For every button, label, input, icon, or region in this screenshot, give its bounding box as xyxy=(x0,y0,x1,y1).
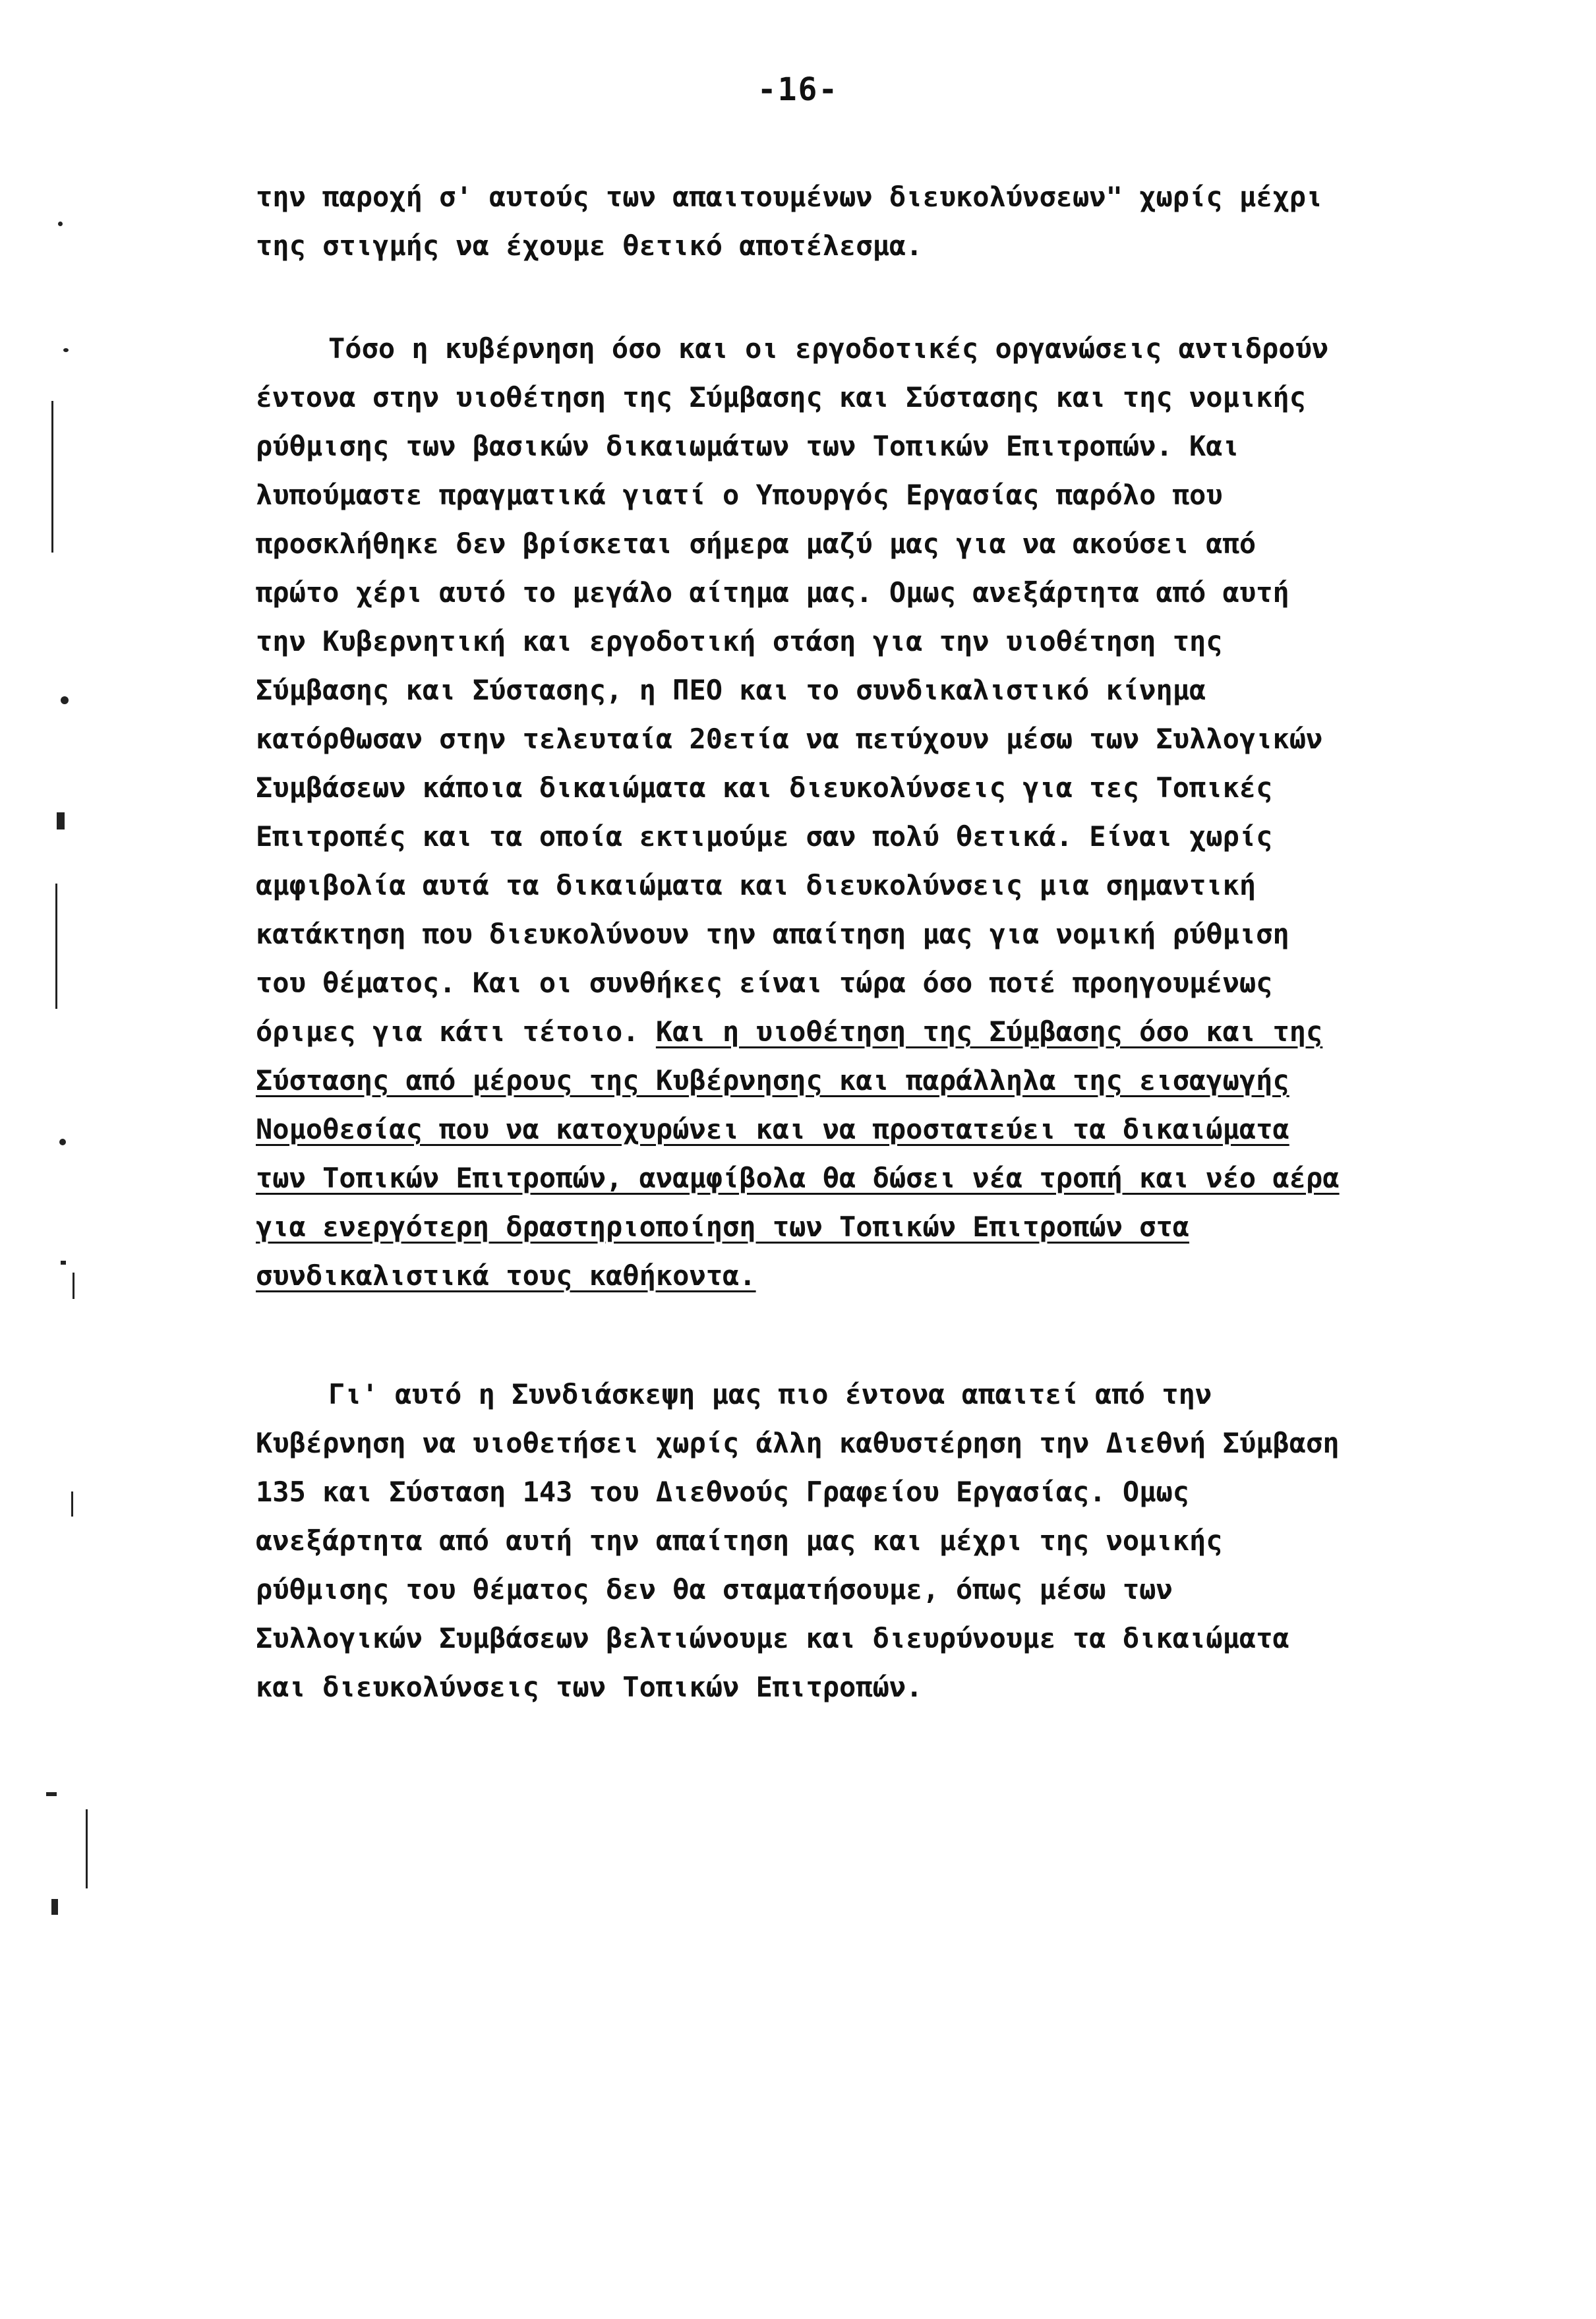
scan-artifact xyxy=(71,1491,73,1517)
text-line: έντονα στην υιοθέτηση της Σύμβασης και Σύστασης και της νομικής xyxy=(256,381,1307,413)
text-line: προσκλήθηκε δεν βρίσκεται σήμερα μαζύ μας για να ακούσει από xyxy=(256,527,1256,560)
page-number: -16- xyxy=(757,71,839,108)
text-line xyxy=(256,1154,1344,1203)
text-line: της στιγμής να έχουμε θετικό αποτέλεσμα. xyxy=(256,229,923,262)
underlined-text: των Τοπικών Επιτροπών, αναμφίβολα θα δώσει νέα τροπή και νέο αέρα xyxy=(256,1162,1340,1194)
text-line: ρύθμισης του θέματος δεν θα σταματήσουμε, όπως μέσω των xyxy=(256,1573,1173,1606)
text-line: Σύμβασης και Σύστασης, η ΠΕΟ και το συνδικαλιστικό κίνημα xyxy=(256,674,1206,706)
scan-artifact xyxy=(57,812,65,829)
underlined-text: Σύστασης από μέρους της Κυβέρνησης και παράλληλα της εισαγωγής xyxy=(256,1064,1289,1097)
scan-artifact xyxy=(61,696,69,704)
text-line: 135 και Σύσταση 143 του Διεθνούς Γραφείου Εργασίας. Ομως xyxy=(256,1476,1190,1508)
text-line: λυπούμαστε πραγματικά γιατί ο Υπουργός Εργασίας παρόλο που xyxy=(256,479,1223,511)
text-line xyxy=(256,1056,1344,1105)
text-line xyxy=(256,1008,1344,1056)
scan-artifact xyxy=(86,1809,88,1888)
text-line: πρώτο χέρι αυτό το μεγάλο αίτημα μας. Ομως ανεξάρτητα από αυτή xyxy=(256,576,1289,609)
text-line: κατάκτηση που διευκολύνουν την απαίτηση μας για νομική ρύθμιση xyxy=(256,918,1289,950)
scan-artifact xyxy=(51,1899,58,1915)
text-line: Επιτροπές και τα οποία εκτιμούμε σαν πολύ θετικά. Είναι χωρίς xyxy=(256,820,1273,853)
scan-artifact xyxy=(46,1792,57,1796)
text-line: και διευκολύνσεις των Τοπικών Επιτροπών. xyxy=(256,1671,923,1703)
text-line: του θέματος. Και οι συνθήκες είναι τώρα όσο ποτέ προηγουμένως xyxy=(256,967,1273,999)
text-line: Συμβάσεων κάποια δικαιώματα και διευκολύνσεις για τες Τοπικές xyxy=(256,771,1273,804)
text-segment: όριμες για κάτι τέτοιο. xyxy=(256,1015,656,1048)
text-line xyxy=(256,1105,1344,1154)
text-line xyxy=(256,1251,1344,1300)
underlined-text: Και η υιοθέτηση της Σύμβασης όσο και της xyxy=(655,1015,1323,1048)
underlined-text: συνδικαλιστικά τους καθήκοντα. xyxy=(256,1259,756,1292)
scan-artifact xyxy=(58,222,63,226)
paragraph-3 xyxy=(256,1370,1344,1712)
text-line: κατόρθωσαν στην τελευταία 20ετία να πετύχουν μέσω των Συλλογικών xyxy=(256,723,1323,755)
underlined-text: για ενεργότερη δραστηριοποίηση των Τοπικών Επιτροπών στα xyxy=(256,1211,1190,1243)
scan-artifact xyxy=(59,1139,66,1145)
text-line: Γι' αυτό η Συνδιάσκεψη μας πιο έντονα απαιτεί από την xyxy=(328,1378,1212,1410)
text-line: την παροχή σ' αυτούς των απαιτουμένων διευκολύνσεων" χωρίς μέχρι xyxy=(256,181,1323,213)
text-line: την Κυβερνητική και εργοδοτική στάση για την υιοθέτηση της xyxy=(256,625,1223,657)
paragraph-2 xyxy=(256,324,1344,1300)
scan-artifact xyxy=(55,884,57,1009)
text-line: Τόσο η κυβέρνηση όσο και οι εργοδοτικές οργανώσεις αντιδρούν xyxy=(328,332,1329,365)
text-line: Συλλογικών Συμβάσεων βελτιώνουμε και διευρύνουμε τα δικαιώματα xyxy=(256,1622,1289,1654)
text-line xyxy=(256,1203,1344,1251)
paragraph-1 xyxy=(256,173,1344,270)
underlined-text: Νομοθεσίας που να κατοχυρώνει και να προστατεύει τα δικαιώματα xyxy=(256,1113,1289,1145)
scan-artifact xyxy=(61,1261,66,1265)
scan-artifact xyxy=(51,401,53,553)
scan-artifact xyxy=(73,1273,74,1299)
text-line: αμφιβολία αυτά τα δικαιώματα και διευκολύνσεις μια σημαντική xyxy=(256,869,1256,901)
text-line: Κυβέρνηση να υιοθετήσει χωρίς άλλη καθυστέρηση την Διεθνή Σύμβαση xyxy=(256,1427,1340,1459)
text-line: ανεξάρτητα από αυτή την απαίτηση μας και μέχρι της νομικής xyxy=(256,1524,1223,1557)
scan-artifact xyxy=(63,348,69,352)
text-line: ρύθμισης των βασικών δικαιωμάτων των Τοπικών Επιτροπών. Και xyxy=(256,430,1239,462)
